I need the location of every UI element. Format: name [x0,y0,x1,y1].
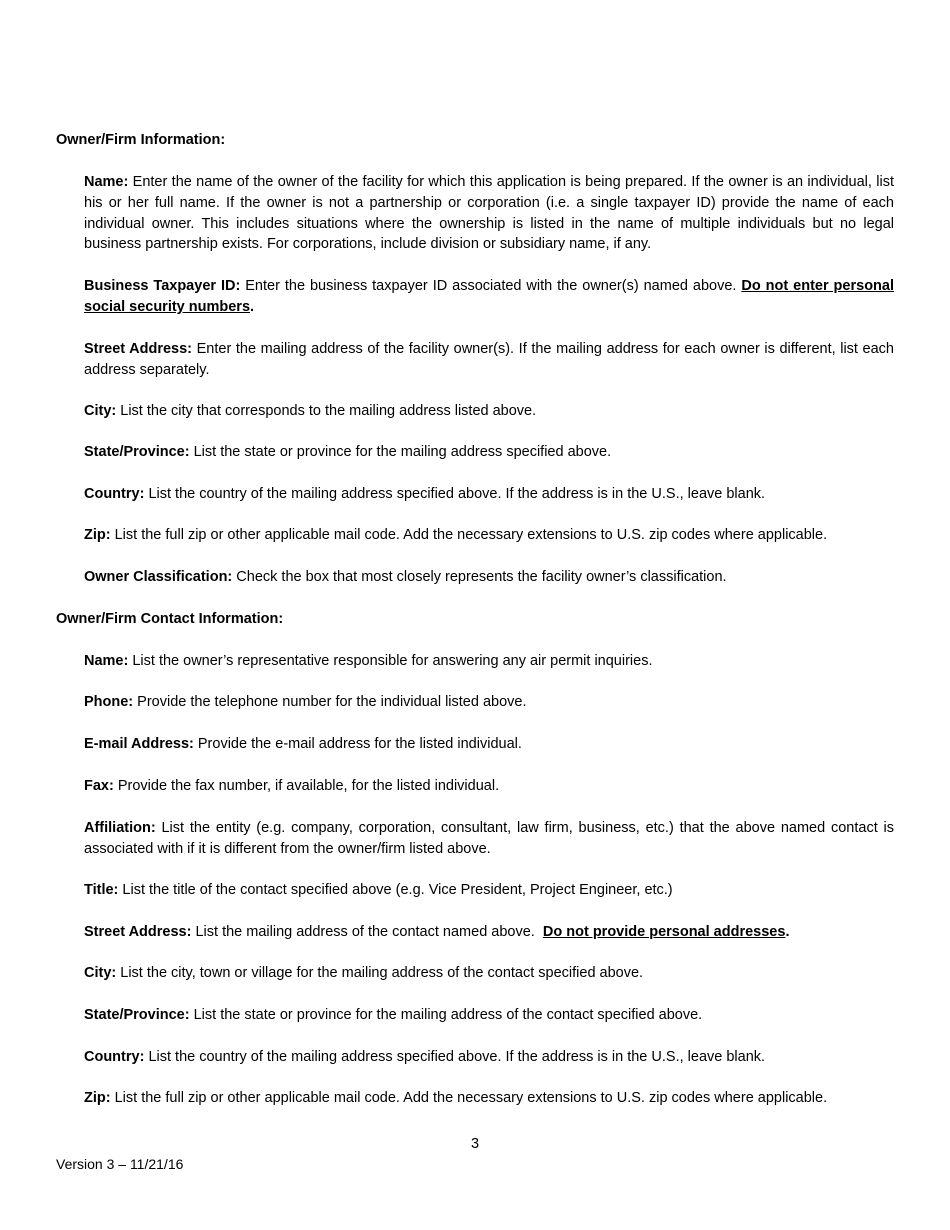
entry-label: Name: [84,653,129,669]
entry-label: Phone: [84,694,134,710]
entry-text: Provide the fax number, if available, for the listed individual. [113,778,500,794]
owner-firm-information-heading: Owner/Firm Information: [56,132,226,148]
entry-text: List the title of the contact specified above (e.g. Vice President, Project Engineer, etc.) [118,882,673,898]
entry-label: Street Address: [84,924,192,940]
contact-phone-entry [84,692,894,713]
entry-text: Enter the mailing address of the facility owner(s). If the mailing address for each owner is different, list each address separately. [84,341,894,378]
entry-label: Street Address: [84,341,193,357]
entry-text: Check the box that most closely represents the facility owner’s classification. [232,569,727,585]
entry-label: Title: [84,882,119,898]
contact-state-entry [84,1005,894,1026]
entry-label: Country: [84,1049,145,1065]
owner-zip-entry [84,525,894,546]
entry-label: Zip: [84,1090,111,1106]
entry-label: Zip: [84,527,111,543]
owner-city-entry [84,401,894,422]
contact-title-entry [84,880,894,901]
contact-city-entry [84,963,894,984]
ssn-warning: Do not enter personal social security numbers [84,278,894,315]
entry-label: Fax: [84,778,114,794]
entry-text: List the country of the mailing address specified above. If the address is in the U.S., leave blank. [144,1049,766,1065]
entry-end: . [785,924,790,940]
entry-text: Provide the e-mail address for the listed individual. [193,736,522,752]
owner-firm-contact-heading: Owner/Firm Contact Information: [56,611,284,627]
entry-text: List the state or province for the mailing address specified above. [189,444,612,460]
contact-name-entry [84,651,894,672]
contact-street-address-entry [84,922,894,943]
version-footer: Version 3 – 11/21/16 [56,1156,184,1172]
entry-label: Name: [84,174,129,190]
entry-label: E-mail Address: [84,736,194,752]
entry-text: List the city that corresponds to the mailing address listed above. [116,403,537,419]
owner-name-entry [84,172,894,255]
entry-label: Owner Classification: [84,569,233,585]
entry-text: Enter the name of the owner of the facility for which this application is being prepared. If the owner is an individual, list his or her full name. If the owner is not a partnership or corporation (i.e. a single taxpayer ID) provide the name of each individual owner. This includes situations where the ownership is listed in the name of multiple individuals but no legal business partnership exists. For corporations, include division or subsidiary name, if any. [84,174,894,253]
contact-country-entry [84,1047,894,1068]
entry-label: State/Province: [84,444,190,460]
owner-country-entry [84,484,894,505]
owner-taxpayer-id-entry [84,276,894,318]
entry-label: Business Taxpayer ID: [84,278,241,294]
contact-email-entry [84,734,894,755]
entry-text: List the country of the mailing address specified above. If the address is in the U.S., leave blank. [144,486,766,502]
entry-label: Affiliation: [84,820,156,836]
entry-text: List the mailing address of the contact named above. [191,924,543,940]
entry-label: City: [84,403,117,419]
entry-text: List the state or province for the mailing address of the contact specified above. [189,1007,703,1023]
owner-street-address-entry [84,339,894,381]
entry-text: List the full zip or other applicable mail code. Add the necessary extensions to U.S. zip codes where applicable. [110,527,828,543]
contact-affiliation-entry [84,818,894,860]
entry-text: List the owner’s representative responsible for answering any air permit inquiries. [128,653,653,669]
entry-label: City: [84,965,117,981]
entry-end: . [250,298,255,315]
owner-classification-entry [84,567,894,588]
entry-text: List the full zip or other applicable mail code. Add the necessary extensions to U.S. zip codes where applicable. [110,1090,828,1106]
entry-text: List the entity (e.g. company, corporation, consultant, law firm, business, etc.) that the above named contact is associated with if it is different from the owner/firm listed above. [84,820,894,857]
entry-text: List the city, town or village for the mailing address of the contact specified above. [116,965,644,981]
contact-fax-entry [84,776,894,797]
personal-address-warning: Do not provide personal addresses [542,924,786,940]
entry-label: State/Province: [84,1007,190,1023]
page-number: 3 [470,1136,480,1152]
owner-state-entry [84,442,894,463]
entry-text: Provide the telephone number for the individual listed above. [133,694,527,710]
contact-zip-entry [84,1088,894,1109]
entry-text: Enter the business taxpayer ID associated with the owner(s) named above. [240,278,742,294]
entry-label: Country: [84,486,145,502]
